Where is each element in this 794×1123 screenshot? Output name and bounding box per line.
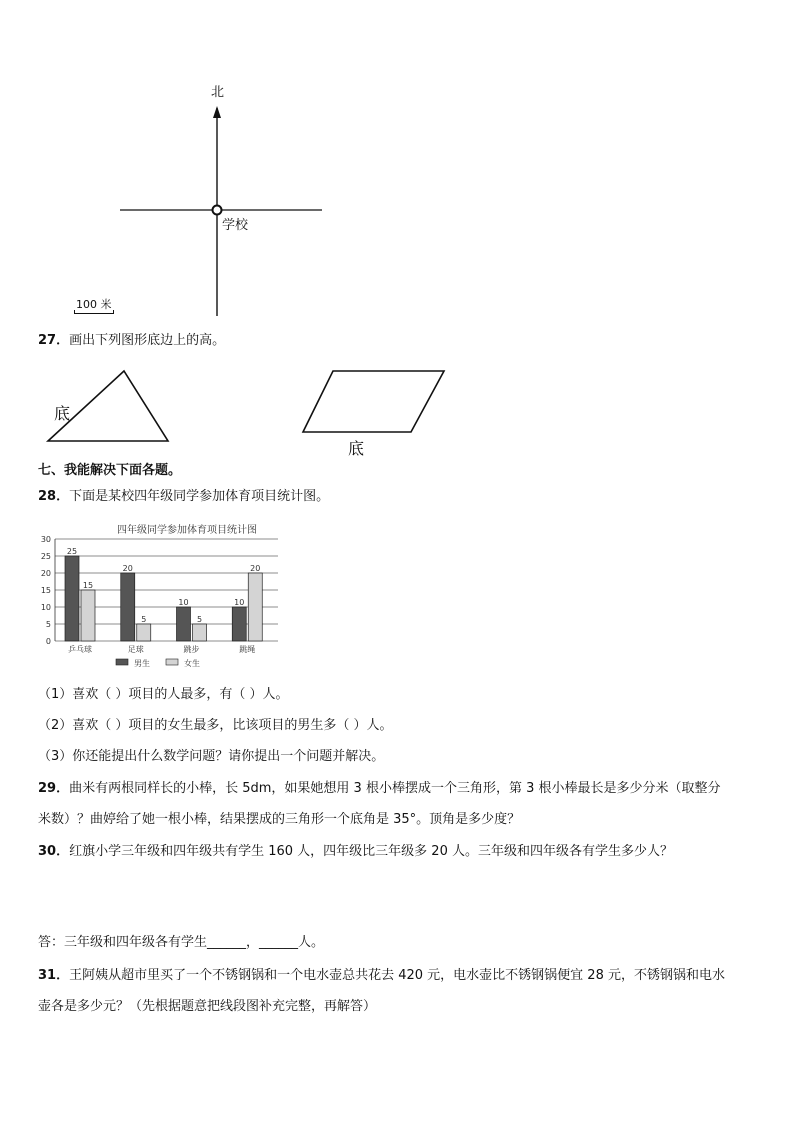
data-label: 5 — [196, 615, 203, 624]
y-tick-label: 10 — [40, 603, 51, 612]
triangle-base-label: 底 — [54, 404, 71, 423]
data-label: 10 — [178, 598, 189, 607]
section-7-title: 七、我能解决下面各题。 — [38, 463, 182, 478]
chart-title: 四年级同学参加体育项目统计图 — [117, 525, 257, 536]
q28-row — [38, 489, 329, 505]
data-label: 15 — [82, 581, 94, 590]
legend-swatch-男生 — [116, 659, 128, 665]
shapes-area — [30, 365, 460, 460]
category-label: 乒乓球 — [68, 645, 92, 654]
q30-text: 红旗小学三年级和四年级共有学生 160 人，四年级比三年级多 20 人。三年级和四年级各有学生多少人？ — [69, 844, 673, 859]
school-point — [213, 206, 222, 215]
y-tick-label: 15 — [40, 586, 51, 595]
bar-女生-跳绳 — [248, 573, 262, 641]
data-label: 20 — [122, 564, 133, 573]
bar-男生-跳绳 — [232, 607, 246, 641]
north-label: 北 — [211, 85, 225, 100]
q28-sub2: （2）喜欢（ ）项目的女生最多，比该项目的男生多（ ）人。 — [38, 718, 393, 733]
q31-number: 31． — [38, 968, 70, 983]
bar-女生-足球 — [137, 624, 151, 641]
data-label: 5 — [141, 615, 147, 624]
q30-number: 30． — [38, 844, 70, 859]
q30-answer: 答：三年级和四年级各有学生______，______人。 — [38, 935, 325, 950]
data-label: 25 — [66, 547, 78, 556]
bar-女生-乒乓球 — [81, 590, 95, 641]
legend-label: 女生 — [184, 659, 200, 668]
q30-row — [38, 844, 673, 860]
parallelogram-shape — [303, 371, 444, 432]
q31-line1-row — [38, 968, 725, 984]
q29-line1-row — [38, 781, 721, 797]
scale-label: 100 米 — [76, 298, 112, 311]
category-label: 跳步 — [183, 645, 200, 654]
y-tick-label: 5 — [45, 620, 51, 629]
legend-label: 男生 — [134, 659, 150, 668]
y-tick-label: 20 — [40, 569, 51, 578]
scale-bar-line — [74, 310, 114, 314]
q27-row — [38, 333, 225, 349]
data-label: 10 — [234, 598, 245, 607]
q27-number: 27． — [38, 333, 70, 348]
bar-男生-足球 — [121, 573, 135, 641]
compass-diagram — [110, 80, 330, 320]
q31-line1: 王阿姨从超市里买了一个不锈钢锅和一个电水壶总共花去 420 元，电水壶比不锈钢锅便宜 28 元，不锈钢锅和电水 — [69, 968, 725, 983]
bar-男生-乒乓球 — [65, 556, 79, 641]
bar-chart-svg — [30, 518, 290, 674]
y-tick-label: 30 — [40, 535, 51, 544]
y-tick-label: 0 — [45, 637, 51, 646]
north-arrow-icon — [213, 106, 221, 118]
q27-text: 画出下列图形底边上的高。 — [69, 333, 226, 348]
q29-line1: 曲米有两根同样长的小棒，长 5dm，如果她想用 3 根小棒摆成一个三角形，第 3 根小棒最长是多少分米（取整分 — [69, 781, 721, 796]
bar-chart — [30, 518, 290, 674]
category-label: 跳绳 — [239, 645, 256, 654]
category-label: 足球 — [127, 645, 144, 654]
q28-sub3: （3）你还能提出什么数学问题？请你提出一个问题并解决。 — [38, 749, 385, 764]
compass-svg — [110, 80, 330, 320]
q28-sub1: （1）喜欢（ ）项目的人最多，有（ ）人。 — [38, 687, 289, 702]
q29-number: 29． — [38, 781, 70, 796]
q31-line2: 壶各是多少元？（先根据题意把线段图补充完整，再解答） — [38, 999, 377, 1014]
parallelogram-base-label: 底 — [348, 439, 365, 458]
q29-line2: 米数）？曲婷给了她一根小棒，结果摆成的三角形一个底角是 35°。顶角是多少度？ — [38, 812, 521, 827]
legend-swatch-女生 — [166, 659, 178, 665]
bar-女生-跳步 — [193, 624, 207, 641]
bar-男生-跳步 — [177, 607, 191, 641]
shapes-svg — [30, 365, 460, 460]
school-label: 学校 — [222, 218, 249, 233]
data-label: 20 — [250, 564, 261, 573]
q28-number: 28． — [38, 489, 70, 504]
y-tick-label: 25 — [40, 552, 51, 561]
q28-text: 下面是某校四年级同学参加体育项目统计图。 — [69, 489, 330, 504]
